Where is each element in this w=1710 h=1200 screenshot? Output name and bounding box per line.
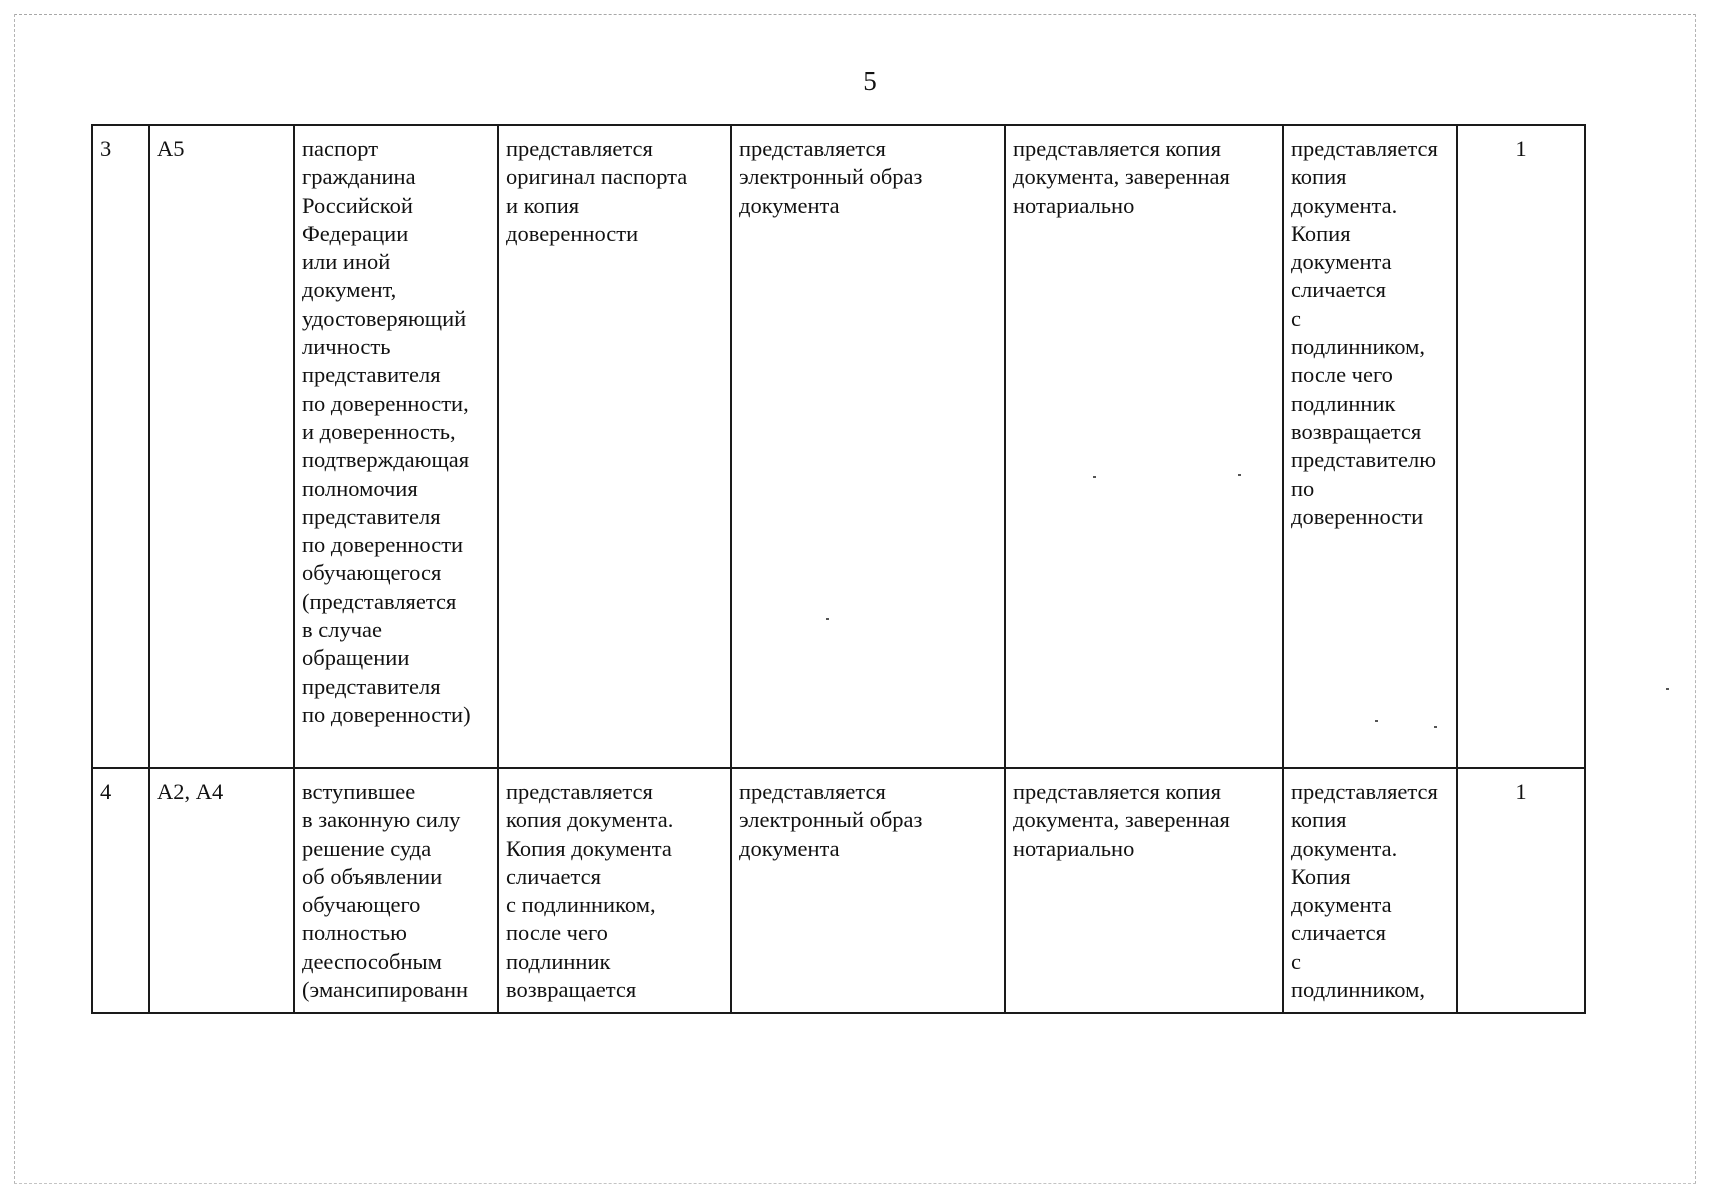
cell-text-line: и доверенность, — [302, 418, 456, 444]
cell-text-line: паспорт — [302, 136, 379, 161]
cell-text-line: документа — [739, 192, 840, 218]
cell-text-line: полностью — [302, 920, 407, 946]
document-code-cell: А5 — [149, 125, 294, 768]
cell-text-line: представляется — [506, 136, 653, 161]
cell-text-line: решение суда — [302, 835, 432, 861]
cell-text-line: представителя — [302, 673, 441, 699]
cell-text-line: (представляется — [302, 588, 457, 614]
count-cell: 1 — [1457, 125, 1585, 768]
cell-text-line: гражданина — [302, 164, 416, 190]
cell-text-line: представителя — [302, 503, 441, 529]
cell-text-line: сличается — [506, 863, 601, 889]
cell-text-line: возвращается — [506, 977, 637, 1003]
cell-text-line: подлинник — [506, 948, 611, 974]
via-mfc-cell — [1283, 768, 1457, 1013]
cell-text-line: с — [1291, 948, 1301, 974]
cell-text-line: обучающего — [302, 892, 421, 918]
cell-text-line: копия — [1291, 164, 1347, 190]
cell-text-line: дееспособным — [302, 948, 442, 974]
cell-text-line: документ, — [302, 277, 397, 303]
cell-text-line: доверенности — [506, 220, 639, 246]
scan-speck — [1666, 688, 1669, 690]
cell-text-line: представляется копия — [1013, 136, 1221, 161]
via-mfc-cell — [1283, 125, 1457, 768]
cell-text-line: Копия — [1291, 863, 1351, 889]
cell-text-line: представляется — [1291, 779, 1438, 804]
cell-text-line: подтверждающая — [302, 447, 470, 473]
document-name-cell — [294, 768, 498, 1013]
page-number: 5 — [863, 66, 877, 96]
cell-text-line: вступившее — [302, 779, 416, 804]
cell-text-line: по доверенности, — [302, 390, 469, 416]
cell-text-line: по доверенности) — [302, 701, 471, 727]
cell-text-line: или иной — [302, 249, 391, 275]
document-table — [91, 124, 1586, 1014]
cell-text-line: обучающегося — [302, 560, 442, 586]
cell-text-line: представляется — [739, 136, 886, 161]
cell-text-line: Российской — [302, 192, 413, 218]
cell-text-line: представляется копия — [1013, 779, 1221, 804]
in-person-cell — [498, 125, 731, 768]
cell-text-line: подлинником, — [1291, 977, 1425, 1003]
cell-text-line: удостоверяющий — [302, 305, 467, 331]
table-row — [92, 768, 1585, 1013]
cell-text-line: нотариально — [1013, 192, 1135, 218]
cell-text-line: копия документа. — [506, 807, 674, 833]
cell-text-line: после чего — [1291, 362, 1393, 388]
cell-text-line: электронный образ — [739, 807, 923, 833]
cell-text-line: по — [1291, 475, 1315, 501]
by-mail-cell — [1005, 125, 1283, 768]
cell-text-line: копия — [1291, 807, 1347, 833]
cell-text-line: подлинником, — [1291, 334, 1425, 360]
cell-text-line: Копия документа — [506, 835, 672, 861]
cell-text-line: представляется — [1291, 136, 1438, 161]
electronic-cell — [731, 125, 1005, 768]
cell-text-line: представляется — [739, 779, 886, 804]
cell-text-line: с — [1291, 305, 1301, 331]
cell-text-line: полномочия — [302, 475, 418, 501]
electronic-cell — [731, 768, 1005, 1013]
cell-text-line: в законную силу — [302, 807, 461, 833]
cell-text-line: документа — [1291, 892, 1392, 918]
cell-text-line: Копия — [1291, 220, 1351, 246]
cell-text-line: личность — [302, 334, 391, 360]
cell-text-line: об объявлении — [302, 863, 443, 889]
document-name-cell — [294, 125, 498, 768]
cell-text-line: сличается — [1291, 920, 1386, 946]
cell-text-line: (эмансипированн — [302, 977, 469, 1003]
cell-text-line: оригинал паспорта — [506, 164, 688, 190]
cell-text-line: обращении — [302, 645, 410, 671]
row-index-cell: 4 — [92, 768, 149, 1013]
cell-text-line: документа. — [1291, 835, 1398, 861]
row-index-cell: 3 — [92, 125, 149, 768]
by-mail-cell — [1005, 768, 1283, 1013]
cell-text-line: документа, заверенная — [1013, 164, 1230, 190]
cell-text-line: нотариально — [1013, 835, 1135, 861]
cell-text-line: в случае — [302, 617, 383, 643]
count-cell: 1 — [1457, 768, 1585, 1013]
cell-text-line: доверенности — [1291, 503, 1424, 529]
cell-text-line: и копия — [506, 192, 580, 218]
cell-text-line: электронный образ — [739, 164, 923, 190]
cell-text-line: с подлинником, — [506, 892, 656, 918]
cell-text-line: представляется — [506, 779, 653, 804]
cell-text-line: представителю — [1291, 447, 1437, 473]
cell-text-line: после чего — [506, 920, 608, 946]
cell-text-line: возвращается — [1291, 418, 1422, 444]
table-row — [92, 125, 1585, 768]
cell-text-line: документа — [739, 835, 840, 861]
in-person-cell — [498, 768, 731, 1013]
cell-text-line: по доверенности — [302, 532, 464, 558]
cell-text-line: сличается — [1291, 277, 1386, 303]
document-code-cell: А2, А4 — [149, 768, 294, 1013]
cell-text-line: подлинник — [1291, 390, 1396, 416]
cell-text-line: документа — [1291, 249, 1392, 275]
cell-text-line: представителя — [302, 362, 441, 388]
cell-text-line: Федерации — [302, 220, 409, 246]
cell-text-line: документа. — [1291, 192, 1398, 218]
cell-text-line: документа, заверенная — [1013, 807, 1230, 833]
